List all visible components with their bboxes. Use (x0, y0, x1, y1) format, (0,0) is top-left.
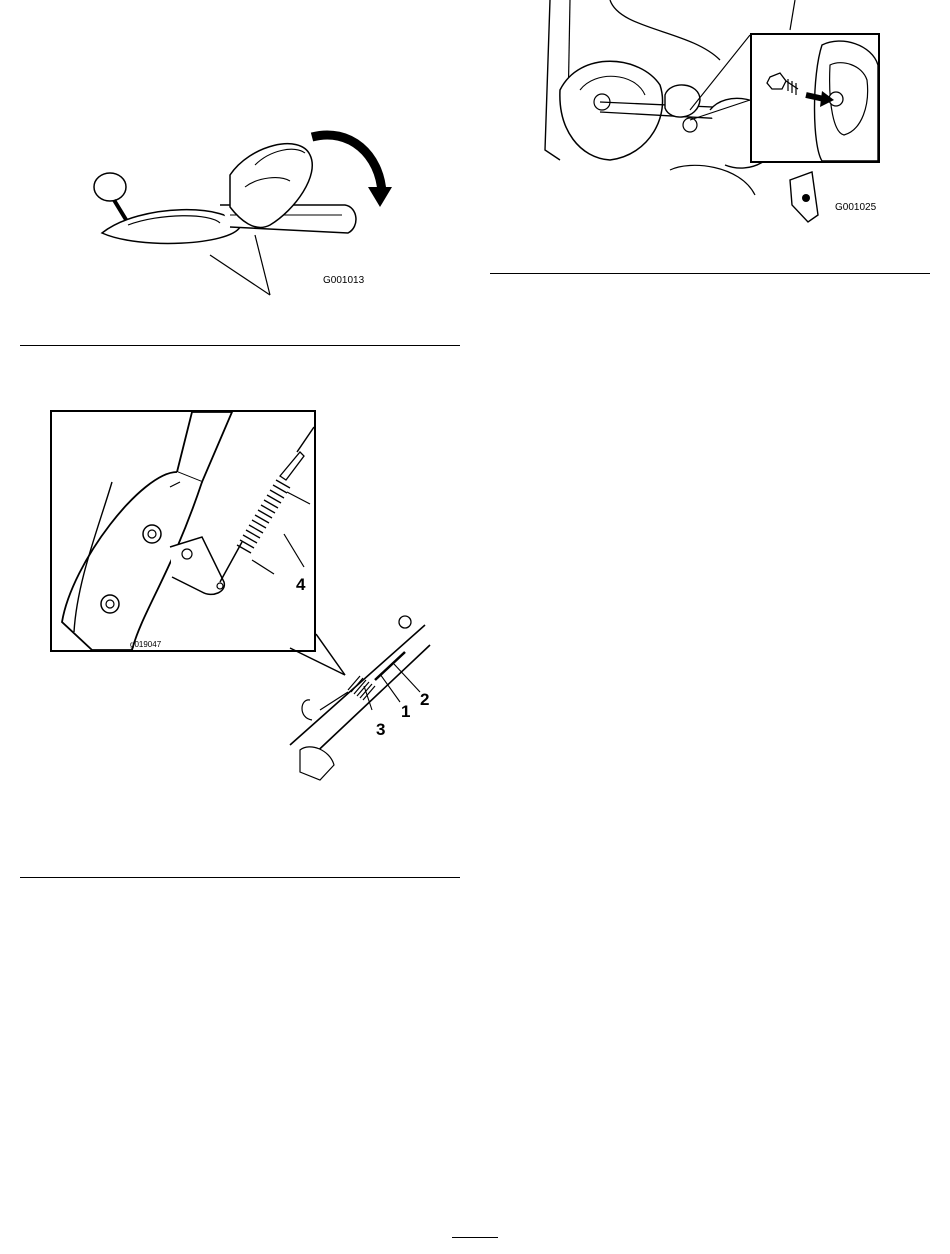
callout-3: 3 (376, 720, 386, 739)
divider-left-2 (20, 877, 460, 878)
callout-2: 2 (420, 690, 430, 709)
callout-1: 1 (401, 702, 411, 721)
callout-4: 4 (296, 575, 306, 594)
divider-right-1 (490, 273, 930, 274)
divider-left-1 (20, 345, 460, 346)
spring-main-illustration (230, 600, 450, 785)
figure-code-lever: G001013 (323, 275, 365, 286)
page-number-rule (452, 1237, 498, 1238)
figure-code-tine: G001025 (835, 202, 877, 213)
tine-inset-illustration (752, 35, 878, 161)
figure-code-spring-inset: g019047 (130, 640, 162, 649)
